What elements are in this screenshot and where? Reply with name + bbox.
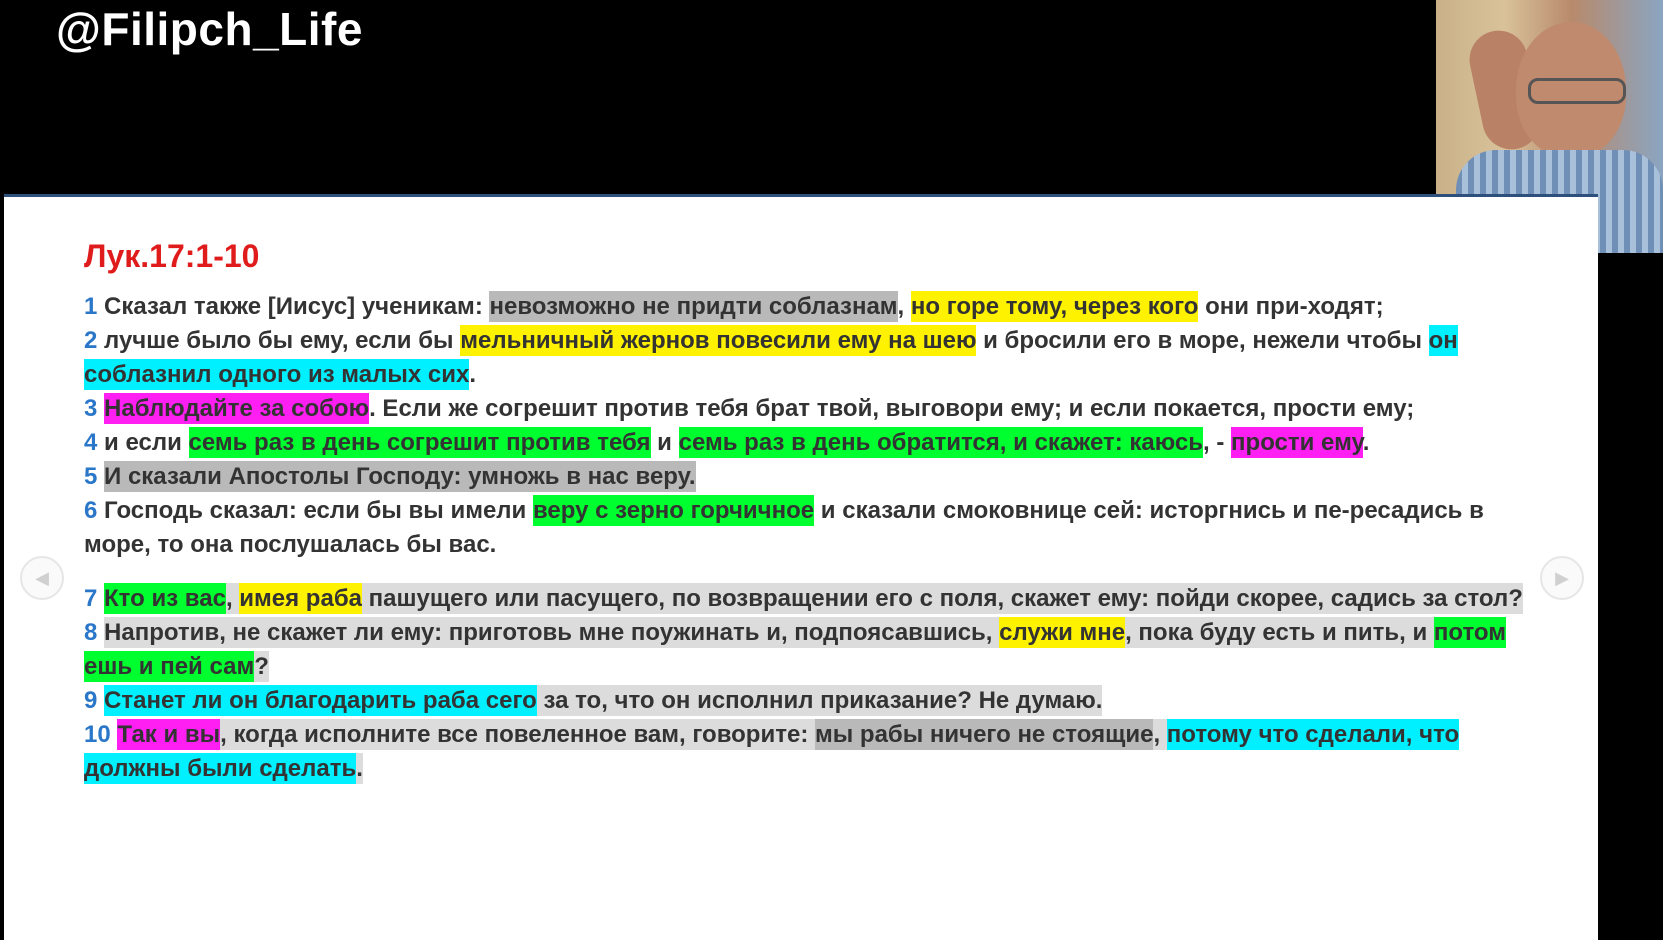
highlight-yellow: служи мне <box>999 619 1126 646</box>
highlight-green: семь раз в день согрешит против тебя <box>188 429 651 456</box>
verse-number: 8 <box>84 619 98 646</box>
verse-number: 4 <box>84 429 98 456</box>
verse-number: 3 <box>84 395 98 422</box>
verse-number: 9 <box>84 687 98 714</box>
prev-slide-button[interactable] <box>20 556 64 600</box>
highlight-cyan: он соблазнил одного из малых сих <box>84 327 1458 388</box>
verse-number: 6 <box>84 497 98 524</box>
highlight-green: потом ешь и пей сам <box>84 619 1506 680</box>
verse-text: лучше было бы ему, если бы <box>104 327 461 354</box>
verse-number: 10 <box>84 721 111 748</box>
verse-text: . <box>1362 429 1370 456</box>
verse-text: и бросили его в море, нежели чтобы <box>976 327 1429 354</box>
highlight-lgray: ? <box>254 653 269 680</box>
highlight-green: веру с зерно горчичное <box>532 497 815 524</box>
verse-number: 7 <box>84 585 98 612</box>
scripture-reference: Лук.17:1-10 <box>84 238 260 274</box>
verse <box>84 718 1524 786</box>
verse <box>84 684 1524 718</box>
highlight-magenta: прости ему <box>1231 429 1363 456</box>
verse-number: 2 <box>84 327 98 354</box>
highlight-lgray: Напротив, не скажет ли ему: приготовь мне поужинать и, подпоясавшись, <box>104 619 1000 646</box>
verse <box>84 494 1524 562</box>
chevron-left-icon: ◀ <box>35 568 49 588</box>
verse-text: , <box>897 293 911 320</box>
highlight-magenta: Наблюдайте за собою <box>104 395 370 422</box>
verse-number: 5 <box>84 463 98 490</box>
highlight-gray: И сказали Апостолы Господу: умножь в нас веру. <box>104 463 696 490</box>
verse-text: и если <box>104 429 189 456</box>
highlight-lgray: , <box>225 585 240 612</box>
verse-text: и <box>650 429 679 456</box>
next-slide-button[interactable] <box>1540 556 1584 600</box>
verse-text: они при-ходят; <box>1198 293 1384 320</box>
verse-number: 1 <box>84 293 98 320</box>
highlight-yellow: имея раба <box>239 585 362 612</box>
highlight-green: Кто из вас <box>104 585 226 612</box>
highlight-lgray: , пока буду есть и пить, и <box>1125 619 1434 646</box>
channel-handle: @Filipch_Life <box>56 3 363 55</box>
verse-text: и сказали смоковнице сей: исторгнись и пе-ресадись в море, то она послушалась бы вас. <box>84 497 1484 558</box>
video-top-banner <box>0 0 1663 194</box>
verse-list <box>84 290 1524 786</box>
highlight-yellow: мельничный жернов повесили ему на шею <box>460 327 977 354</box>
highlight-gray: мы рабы ничего не стоящие <box>814 721 1154 748</box>
verse-text: Господь сказал: если бы вы имели <box>104 497 533 524</box>
verse <box>84 392 1524 426</box>
verse-text: , - <box>1203 429 1232 456</box>
verse <box>84 460 1524 494</box>
verse-gap <box>84 562 1524 582</box>
highlight-magenta: Так и вы <box>117 721 221 748</box>
verse-text: . <box>469 361 476 388</box>
highlight-cyan: Станет ли он благодарить раба сего <box>104 687 537 714</box>
highlight-lgray: пашущего или пасущего, по возвращении его с поля, скажет ему: пойди скорее, садись за стол? <box>362 585 1523 612</box>
highlight-yellow: но горе тому, через кого <box>910 293 1199 320</box>
verse <box>84 290 1524 324</box>
highlight-lgray: , когда исполните все повеленное вам, говорите: <box>220 721 815 748</box>
highlight-lgray: . <box>356 755 363 782</box>
verse <box>84 582 1524 616</box>
verse <box>84 324 1524 392</box>
verse-text: Сказал также [Иисус] ученикам: <box>104 293 490 320</box>
presenter-glasses <box>1528 78 1626 104</box>
highlight-gray: невозможно не придти соблазнам <box>489 293 898 320</box>
highlight-green: семь раз в день обратится, и скажет: каюсь <box>678 429 1204 456</box>
highlight-cyan: потому что сделали, что должны были сделать <box>84 721 1460 782</box>
chevron-right-icon: ▶ <box>1555 568 1569 588</box>
highlight-lgray: за то, что он исполнил приказание? Не думаю. <box>536 687 1103 714</box>
verse-text: . Если же согрешит против тебя брат твой, выговори ему; и если покается, прости ему; <box>369 395 1415 422</box>
highlight-lgray: , <box>1153 721 1167 748</box>
verse <box>84 426 1524 460</box>
verse <box>84 616 1524 684</box>
